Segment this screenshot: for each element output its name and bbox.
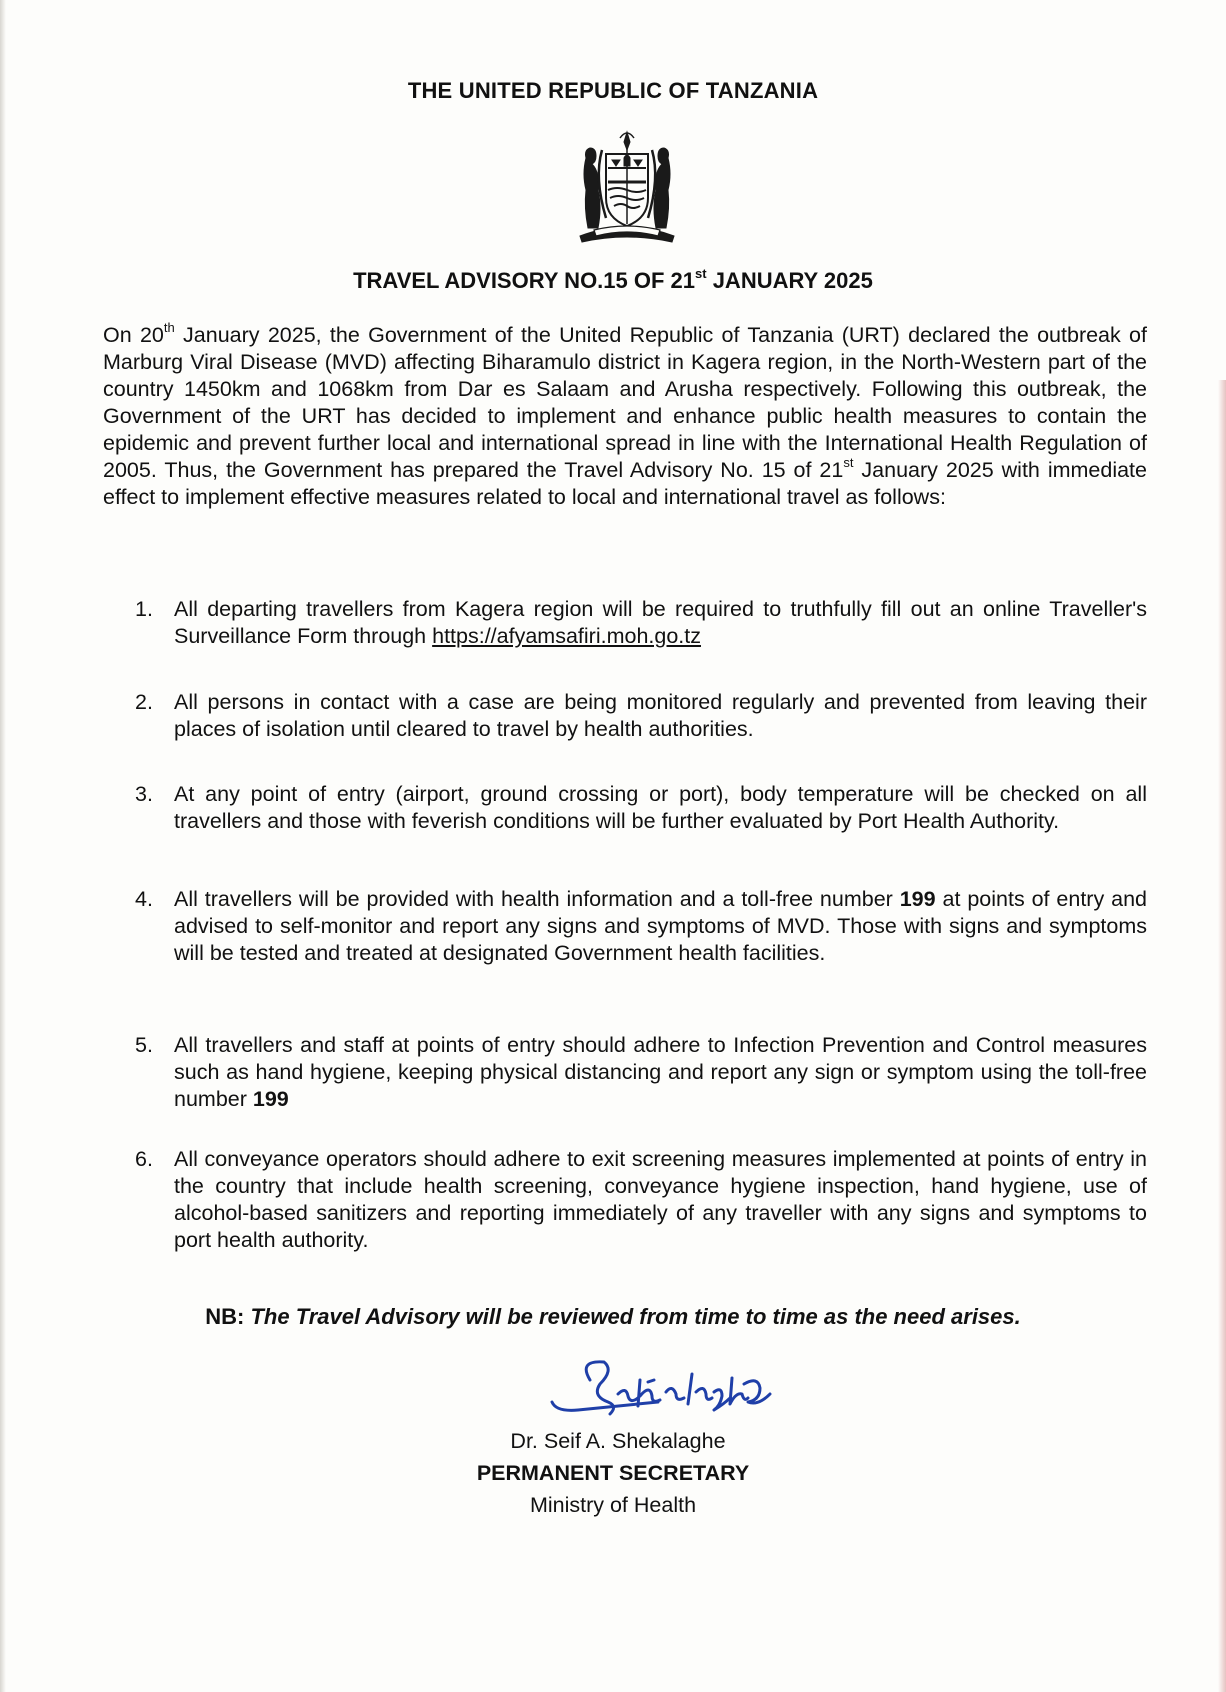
review-note: NB: The Travel Advisory will be reviewed from time to time as the need arises. — [205, 1304, 1021, 1329]
country-heading: THE UNITED REPUBLIC OF TANZANIA — [407, 78, 819, 103]
intro-paragraph: On 20th January 2025, the Government of the United Republic of Tanzania (URT) declared the outbreak of Marburg Viral Disease (MVD) affecting Biharamulo district in Kagera region, in the North-Western part of the country 1450km and 1068km from Dar es Salaam and Arusha respectively. Following this outbreak, the Government of the URT has decided to implement and enhance public health measures to contain the epidemic and prevent further local and international spread in line with the International Health Regulation of 2005. Thus, the Government has prepared the Travel Advisory No. 15 of 21st January 2025 with immediate effect to implement effective measures related to local and international travel as follows: — [103, 319, 1147, 509]
signatory-name: Dr. Seif A. Shekalaghe — [510, 1429, 726, 1453]
toll-free-number: 199 — [899, 887, 936, 911]
handwritten-signature — [548, 1340, 778, 1435]
advisory-title: TRAVEL ADVISORY NO.15 OF 21st JANUARY 2025 — [353, 265, 873, 293]
document-page: THE UNITED REPUBLIC OF TANZANIA TRAVEL ADVISORY NO.15 OF 21st JANUARY 2025 On 20th January 2025, the Government of the United Republic of Tanzania (URT) declared the outbreak of Marburg Viral Disease (MVD) affecting Biharamulo district in Kagera region, in the North-Western part of the country 1450km and 1068km from Dar es Salaam and Arusha respectively. Following this outbreak, the Government of the URT has decided to implement and enhance public health measures to contain the epidemic and prevent further local and international spread in line with the International Health Regulation of 2005. Thus, the Government has prepared the Travel Advisory No. 15 of 21st January 2025 with immediate effect to implement effective measures related to local and international travel as follows: 1. All departing travellers from Kagera region will be required to truthfully fill out an online Traveller's Surveillance Form through https://afyamsafiri.moh.go.tz 2. All persons in contact with a case are being monitored regularly and prevented from leaving their places of isolation until cleared to travel by health authorities. 3. At any point of entry (airport, ground crossing or port), body temperature will be checked on all travellers and those with feverish conditions will be further evaluated by Port Health Authority. 4. All travellers will be provided with health information and a toll-free number 199 at points of entry and advised to self-monitor and report any signs and symptoms of MVD. Those with signs and symptoms will be tested and treated at designated Government health facilities. 5. All travellers and staff at points of entry should adhere to Infection Prevention and Control measures such as hand hygiene, keeping physical distancing and report any sign or symptom using the toll-free number 199 6. All conveyance operators should adhere to exit screening measures implemented at points of entry in the country that include health screening, conveyance hygiene inspection, hand hygiene, use of alcohol-based sanitizers and reporting immediately of any traveller with any signs and symptoms to port health authority. NB: The Travel Advisory will be reviewed from time to time as the need arises. Dr. Seif A. Shekalaghe PERMANENT SECRETARY Ministry of Health — [0, 0, 1226, 1692]
signatory-title: PERMANENT SECRETARY — [476, 1461, 750, 1485]
toll-free-number: 199 — [252, 1087, 289, 1111]
signatory-ministry: Ministry of Health — [529, 1493, 697, 1517]
signatory-block — [0, 1425, 1226, 1521]
surveillance-form-link[interactable]: https://afyamsafiri.moh.go.tz — [432, 624, 701, 648]
tanzania-coat-of-arms-icon — [572, 128, 682, 244]
